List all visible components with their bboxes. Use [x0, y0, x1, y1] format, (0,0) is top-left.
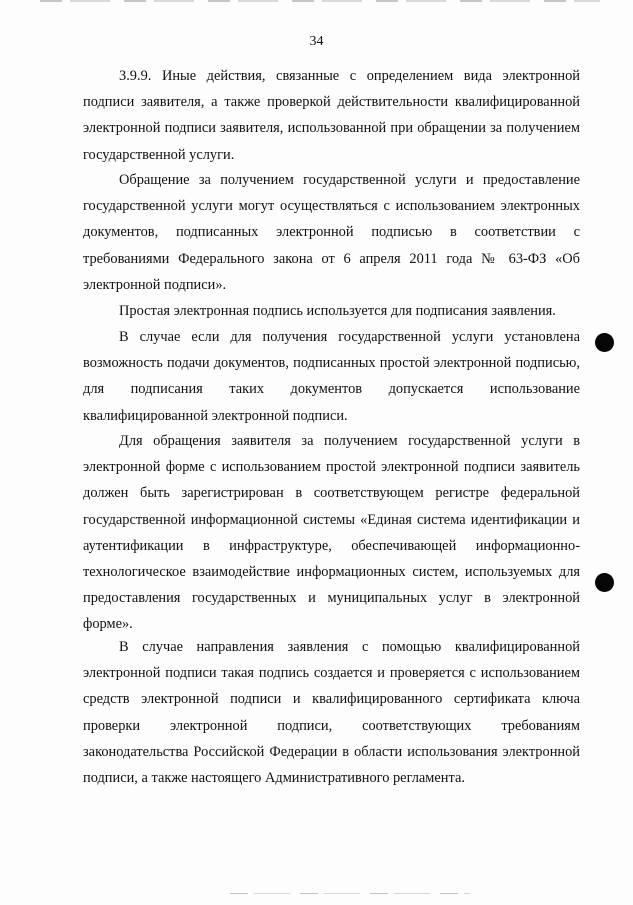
paragraph-esia-registration: Для обращения заявителя за получением государственной услуги в электронной форме с использованием простой электронной подписи заявитель должен быть зарегистрирован в соответствующем регистре федеральной государственной информационной системы «Единая система идентификации и аутентификации в инфраструктуре, обеспечивающей информационно-технологическое взаимодействие информационных систем, используемых для предоставления государственных и муниципальных услуг в электронной форме».	[83, 433, 580, 633]
binder-hole-mark	[595, 333, 614, 352]
paragraph-qualified-signature-allowed: В случае если для получения государственной услуги установлена возможность подачи документов, подписанных простой электронной подписью, для подписания таких документов допускается использование квалифицированной электронной подписи.	[83, 329, 580, 424]
paragraph-simple-signature: Простая электронная подпись используется для подписания заявления.	[119, 303, 556, 319]
page-number: 34	[309, 34, 324, 49]
scan-edge-bottom-artifact	[230, 893, 470, 894]
paragraph-3-9-9: 3.9.9. Иные действия, связанные с определением вида электронной подписи заявителя, а также проверкой действительности квалифицированной электронной подписи заявителя, использованной при обращении за получением государственной услуги.	[83, 68, 580, 163]
paragraph-electronic-documents: Обращение за получением государственной услуги и предоставление государственной услуги могут осуществляться с использованием электронных документов, подписанных электронной подписью в соответствии с требованиями Федерального закона от 6 апреля 2011 года № 63-ФЗ «Об электронной подписи».	[83, 172, 580, 293]
binder-hole-mark	[595, 573, 614, 592]
paragraph-qualified-signature-verification: В случае направления заявления с помощью квалифицированной электронной подписи такая подпись создается и проверяется с использованием средств электронной подписи и квалифицированного сертификата ключа проверки электронной подписи, соответствующих требованиям законодательства Российской Федерации в области использования электронной подписи, а также настоящего Административного регламента.	[83, 639, 580, 787]
scan-edge-top-artifact	[40, 0, 600, 2]
